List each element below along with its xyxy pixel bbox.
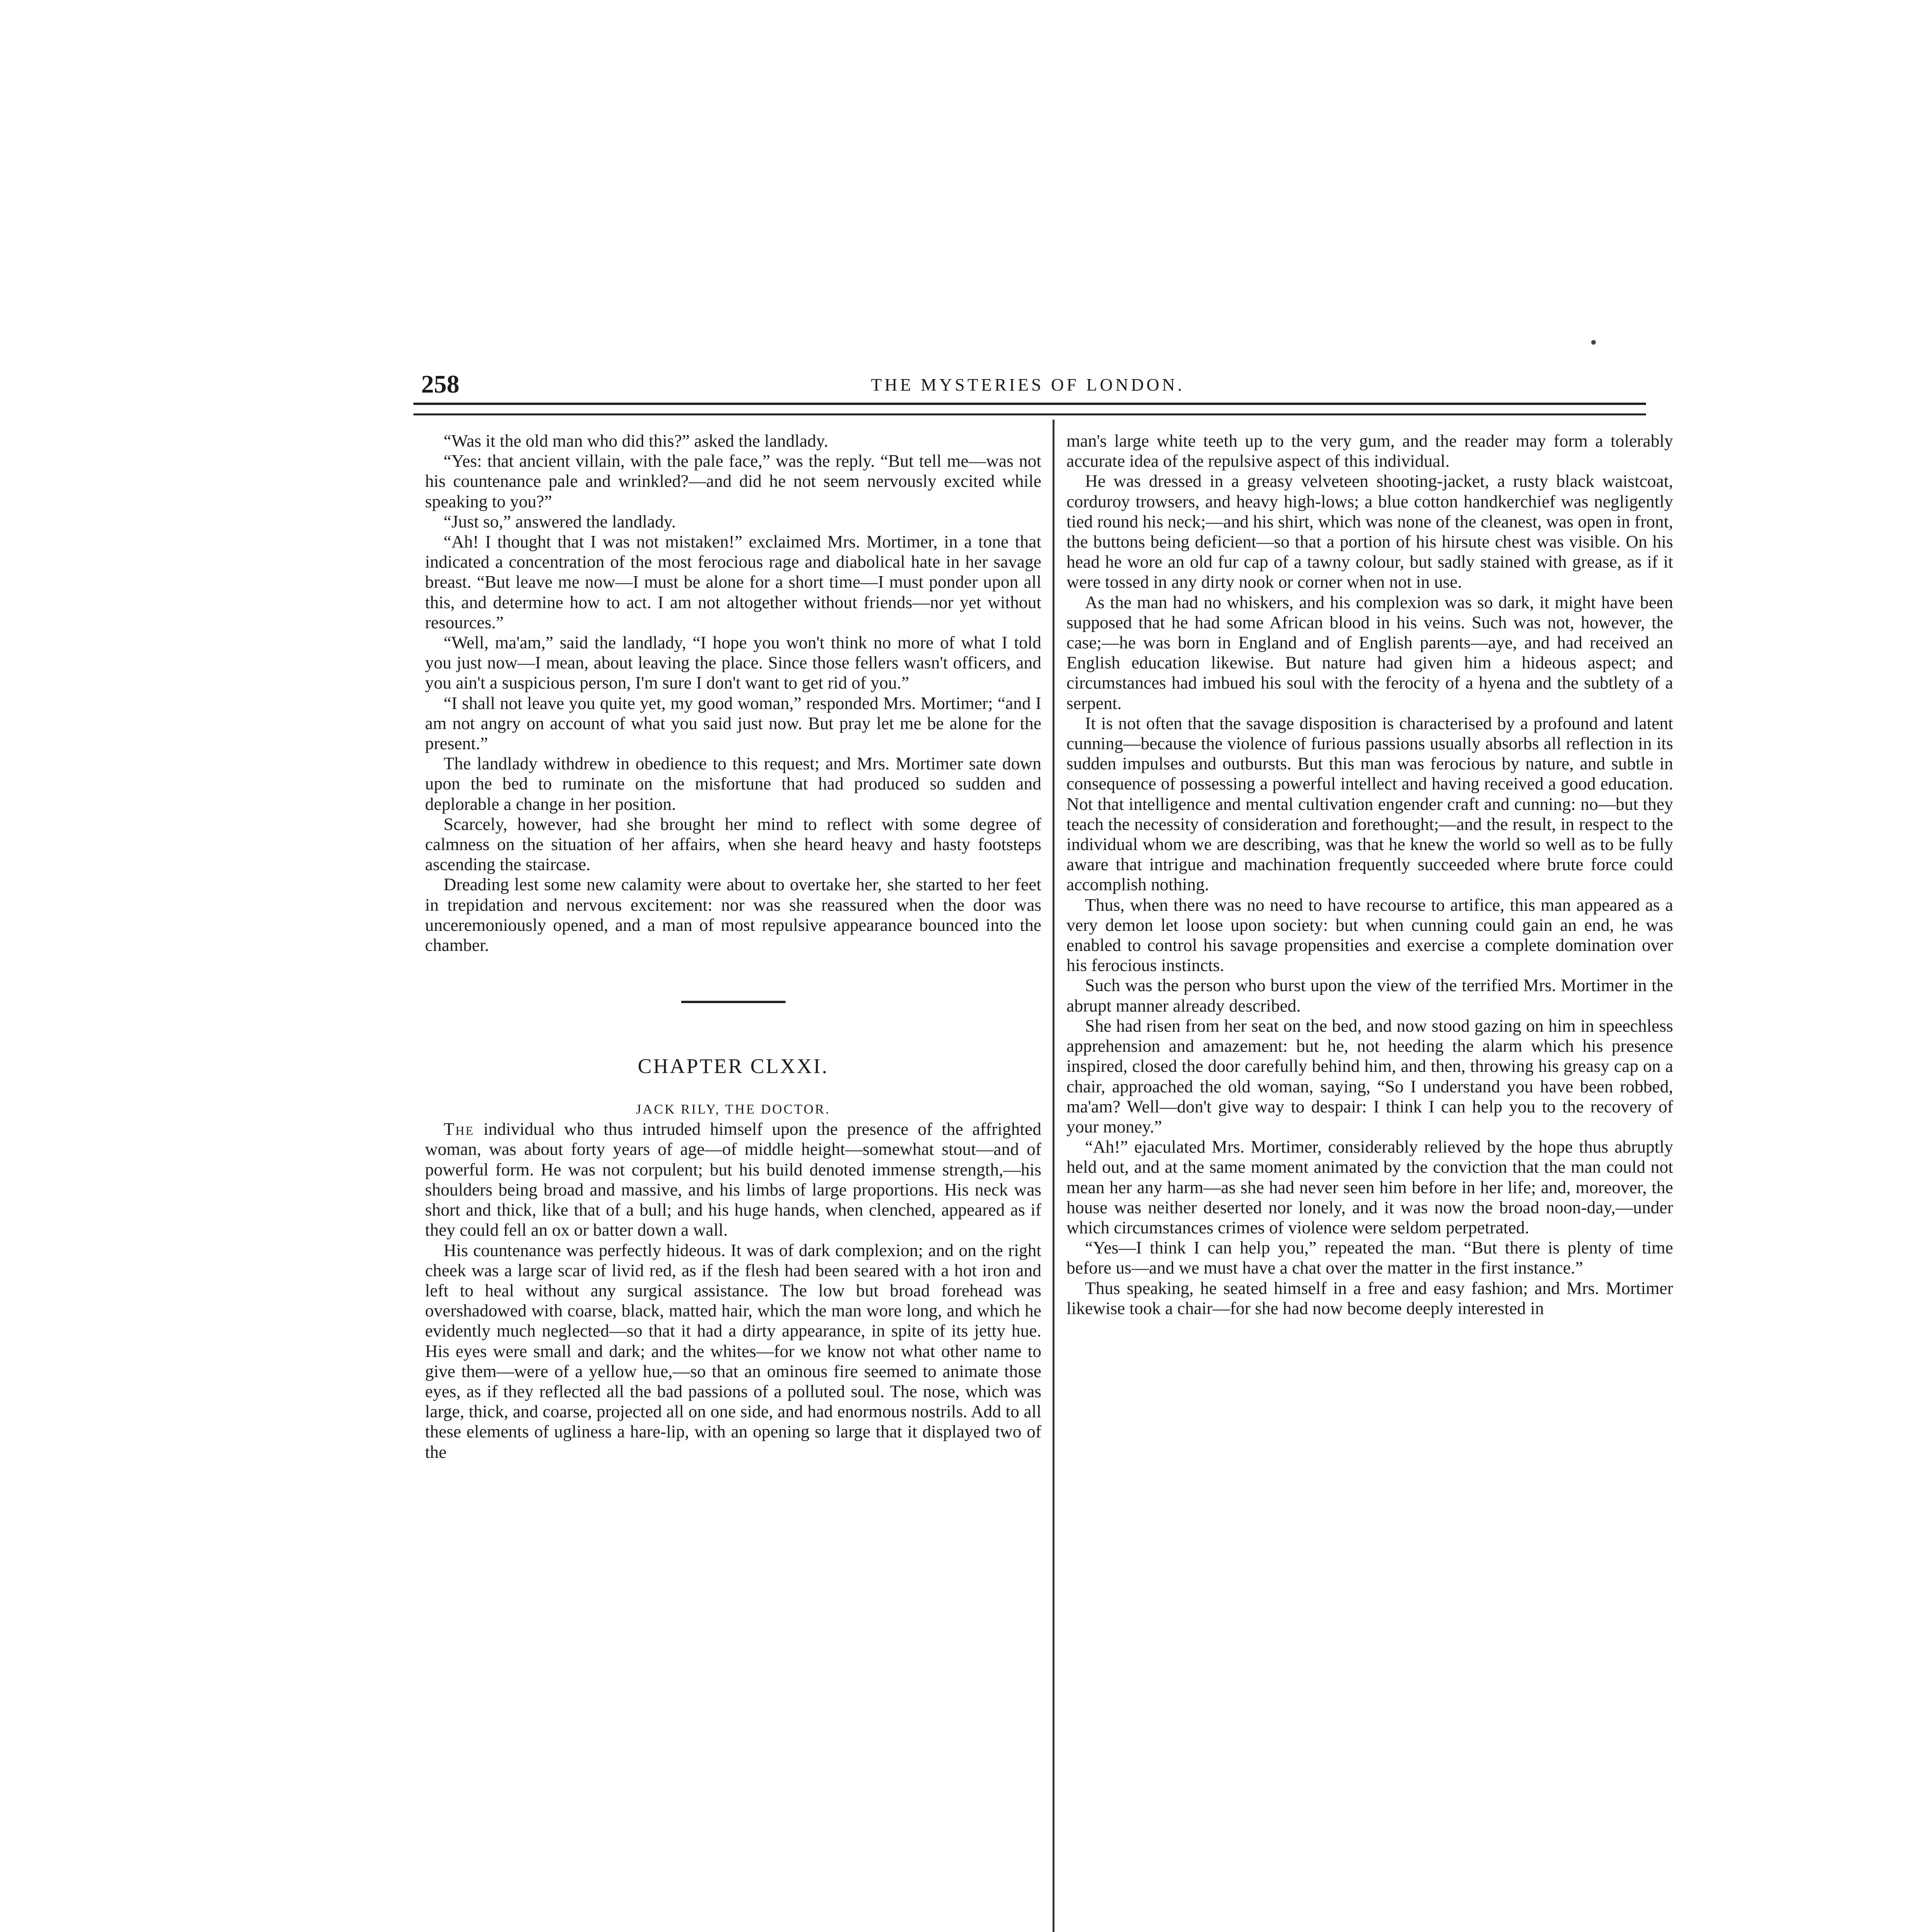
paragraph: “Well, ma'am,” said the landlady, “I hope you won't think no more of what I told you just now—I mean, about leaving the place. Since those fellers wasn't officers, and you ain't a suspicious person, I'm sure I don't want to get rid of you.” <box>425 633 1041 693</box>
paragraph: “Was it the old man who did this?” asked the landlady. <box>444 431 828 451</box>
paragraph: “Yes: that ancient villain, with the pale face,” was the reply. “But tell me—was not his countenance pale and wrinkled?—and did he not seem nervously excited while speaking to you?” <box>425 451 1041 511</box>
right-column <box>1066 431 1673 1932</box>
paragraph: “Ah!” ejaculated Mrs. Mortimer, considerably relieved by the hope thus abruptly held out, and at the same moment animated by the conviction that the man could not mean her any harm—as she had never seen him before in her life; and, moreover, the house was neither deserted nor lonely, and it was now the broad noon-day,—under which circumstances crimes of violence were seldom perpetrated. <box>1066 1137 1673 1237</box>
paragraph: Thus, when there was no need to have recourse to artifice, this man appeared as a very demon let loose upon society: but when cunning could gain an end, he was enabled to control his savage propensities and exercise a complete domination over his ferocious instincts. <box>1066 895 1673 975</box>
paragraph: Dreading lest some new calamity were about to overtake her, she started to her feet in trepidation and nervous excitement: nor was she reassured when the door was unceremoniously opened, and a man of most repulsive appearance bounced into the chamber. <box>425 874 1041 955</box>
paragraph: “Ah! I thought that I was not mistaken!” exclaimed Mrs. Mortimer, in a tone that indicated a concentration of the most ferocious rage and diabolical hate in her savage breast. “But leave me now—I must be alone for a short time—I must ponder upon all this, and determine how to act. I am not altogether without friends—nor yet without resources.” <box>425 532 1041 632</box>
paragraph: Thus speaking, he seated himself in a free and easy fashion; and Mrs. Mortimer likewise took a chair—for she had now become deeply interested in <box>1066 1278 1673 1318</box>
paragraph: “Yes—I think I can help you,” repeated the man. “But there is plenty of time before us—and we must have a chat over the matter in the first instance.” <box>1066 1238 1673 1278</box>
paragraph: Such was the person who burst upon the view of the terrified Mrs. Mortimer in the abrupt manner already described. <box>1066 975 1673 1015</box>
opening-word: The <box>444 1119 474 1139</box>
chapter-title: CHAPTER CLXXI. <box>638 1054 829 1078</box>
paragraph: The landlady withdrew in obedience to this request; and Mrs. Mortimer sate down upon the bed to ruminate on the misfortune that had produced so sudden and deplorable a change in her position. <box>425 753 1041 814</box>
chapter-opening-paragraph <box>425 1119 1041 1240</box>
paragraph: It is not often that the savage disposition is characterised by a profound and latent cunning—because the violence of furious passions usually absorbs all reflection in its sudden impulses and outbursts. But this man was ferocious by nature, and subtle in consequence of possessing a powerful intellect and having received a good education. Not that intelligence and mental cultivation engender craft and cunning: no—but they teach the necessity of consideration and forethought;—and the result, in respect to the individual whom we are describing, was that he knew the world so well as to be fully aware that intrigue and machination frequently succeeded where brute force could accomplish nothing. <box>1066 713 1673 895</box>
ink-speck <box>1591 340 1596 345</box>
page-header <box>421 370 1634 398</box>
opening-text: individual who thus intruded himself upon the presence of the affrighted woman, was about forty years of age—of middle height—somewhat stout—and of powerful form. He was not corpulent; but his build denoted immense strength,—his shoulders being broad and massive, and his limbs of large proportions. His neck was short and thick, like that of a bull; and his huge hands, when clenched, appeared as if they could fell an ox or batter down a wall. <box>425 1119 1041 1240</box>
column-divider <box>1053 420 1054 1932</box>
paragraph: “Just so,” answered the landlady. <box>444 511 676 531</box>
running-title: THE MYSTERIES OF LONDON. <box>871 375 1185 395</box>
paragraph: She had risen from her seat on the bed, and now stood gazing on him in speechless apprehension and amazement: but he, not heeding the alarm which his presence inspired, closed the door carefully behind him, and then, throwing his greasy cap on a chair, approached the old woman, saying, “So I understand you have been robbed, ma'am? Well—don't give way to despair: I think I can help you to the recovery of your money.” <box>1066 1015 1673 1136</box>
left-column <box>425 431 1041 1932</box>
paragraph: “I shall not leave you quite yet, my good woman,” responded Mrs. Mortimer; “and I am not angry on account of what you said just now. But pray let me be alone for the present.” <box>425 693 1041 753</box>
chapter-subtitle: JACK RILY, THE DOCTOR. <box>636 1102 831 1117</box>
paragraph: His countenance was perfectly hideous. It was of dark complexion; and on the right cheek was a large scar of livid red, as if the flesh had been seared with a hot iron and left to heal without any surgical assistance. The low but broad forehead was overshadowed with coarse, black, matted hair, which the man wore long, and which he evidently much neglected—so that it had a dirty appearance, in spite of its jetty hue. His eyes were small and dark; and the whites—for we know not what other name to give them—were of a yellow hue,—so that an ominous fire seemed to animate those eyes, as if they reflected all the bad passions of a polluted soul. The nose, which was large, thick, and coarse, projected all on one side, and had enormous nostrils. Add to all these elements of ugliness a hare-lip, with an opening so large that it displayed two of the <box>425 1240 1041 1462</box>
paragraph: Scarcely, however, had she brought her mind to reflect with some degree of calmness on the situation of her affairs, when she heard heavy and hasty footsteps ascending the staircase. <box>425 814 1041 874</box>
continued-paragraph: man's large white teeth up to the very gum, and the reader may form a tolerably accurate idea of the repulsive aspect of this individual. <box>1066 431 1673 471</box>
header-rule-secondary <box>413 413 1646 415</box>
page-frame <box>413 352 1673 1932</box>
paragraph: As the man had no whiskers, and his complexion was so dark, it might have been supposed that he had some African blood in his veins. Such was not, however, the case;—he was born in England and of English parents—aye, and had received an English education likewise. But nature had given him a hideous aspect; and circumstances had imbued his soul with the ferocity of a hyena and the subtlety of a serpent. <box>1066 592 1673 713</box>
page-number: 258 <box>421 370 459 398</box>
section-break-rule <box>681 1001 786 1003</box>
header-rule <box>413 403 1646 405</box>
paragraph: He was dressed in a greasy velveteen shooting-jacket, a rusty black waistcoat, corduroy trowsers, and heavy high-lows; a blue cotton handkerchief was negligently tied round his neck;—and his shirt, which was none of the cleanest, was open in front, the buttons being deficient—so that a portion of his hirsute chest was visible. On his head he wore an old fur cap of a tawny colour, but sadly stained with grease, as if it were tossed in any dirty nook or corner when not in use. <box>1066 471 1673 592</box>
